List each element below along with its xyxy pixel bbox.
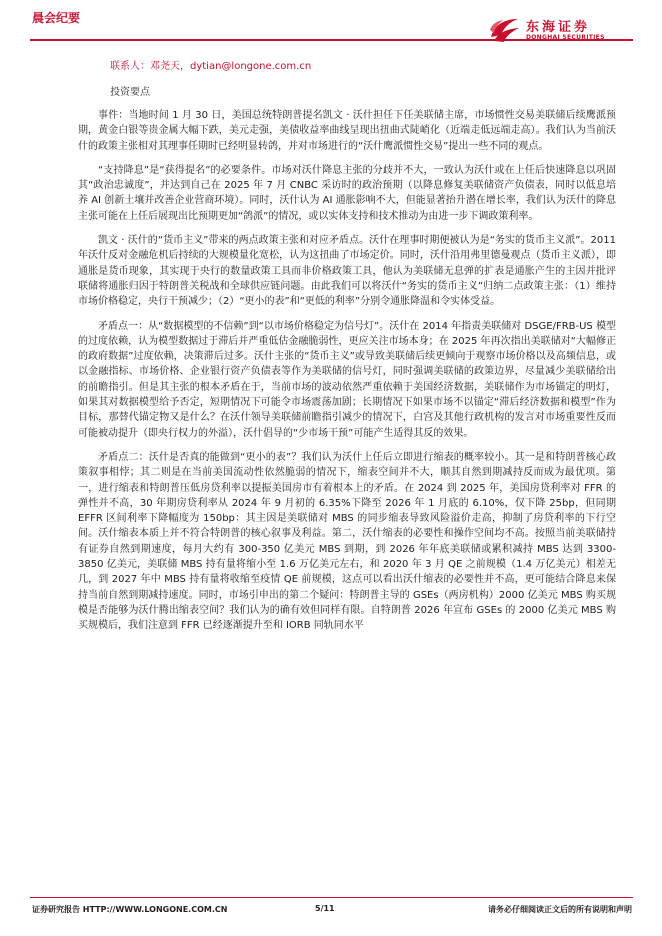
paragraph-monetarism: 凯文 · 沃什的“货币主义”带来的两点政策主张和对应矛盾点。沃什在理事时期便被认为是“务实的货币主义派”。2011 年沃什反对金融危机后持续的大规模量化宽松，认为这扭曲了市场定价。同时，沃什沿用弗里德曼观点（货币主义派），即通胀是货币现象，其实现于央行的数量政策工具而非价格政策工具，他认为美联储无息弹的扩表是通胀产生的主因并批评联储将通胀归因于特朗普关税战和全球供应链问题。由此我们可以将沃什“务实的货币主义”归纳二点政策主张：（1）维持市场价格稳定，央行干预减少；（2）“更小的表”和“更低的利率”分别令通胀降温和令实体受益。 xyxy=(78,235,616,308)
page-number: 5/11 xyxy=(315,904,335,913)
paragraph-rate-cut: “支持降息”是“获得提名”的必要条件。市场对沃什降息主张的分歧并不大，一致认为沃什或在上任后快速降息以巩固其“政治忠诚度”，并达到自己在 2025 年 7 月 CNBC 采访时的政治预期（以降息修复美联储资产负债表，同时以低息培养 AI 创新土壤并改善企业营商环境）。同时，沃什认为 AI 通胀影响不大，但能显著抬升潜在增长率，我们认为沃什的降息主张可能在上任后展现出比预期更加“鸽派”的情况，或以实体支持和技术推动为由进一步下调政策利率。 xyxy=(78,164,616,222)
contact-info: 联系人：邓尧天，dytian@longone.com.cn xyxy=(110,61,312,72)
paragraph-contradiction-one: 矛盾点一：从“数据模型的不信赖”到“以市场价格稳定为信号灯”。沃什在 2014 年指责美联储对 DSGE/FRB-US 模型的过度依赖，认为模型数据过于滞后并严重低估金融脆弱性，更应关注市场本身；在 2025 年再次指出美联储对“大幅修正的政府数据”过度依赖，决策滞后过多。沃什主张的“货币主义”或导致美联储后续更倾向于观察市场价格以及高频信息，或以金融指标、市场价格、企业银行资产负债表等作为美联储的信号灯，同时强调美联储的政策边界，尽量减少美联储给出的前瞻指引。但是其主张的根本矛盾在于，当前市场的波动依然严重依赖于美国经济数据，美联储作为市场锚定的明灯，如果其对数据模型给予否定，短期情况下可能令市场震荡加剧；长期情况下如果市场不以锚定“滞后经济数据和模型”作为目标，那替代锚定物又是什么？在沃什领导美联储前瞻指引减少的情况下，白宫及其他行政机构的发言对市场重要性反而可能被动提升（即央行权力的外溢），沃什倡导的“少市场干预”可能产生适得其反的效果。 xyxy=(78,320,616,439)
paragraph-event: 事件：当地时间 1 月 30 日，美国总统特朗普提名凯文 · 沃什担任下任美联储主席，市场惯性交易美联储后续鹰派预期，黄金白银等贵金属大幅下跌，美元走强，美债收益率曲线呈现出扭曲式陡峭化（近端走低远端走高）。我们认为当前沃什的政策主张相对其理事任期时已经明显转鸽，并对市场进行的“沃什鹰派惯性交易”提出一些不同的观点。 xyxy=(78,110,616,152)
logo-english-name: DONGHAI SECURITIES xyxy=(526,34,605,41)
footer-disclaimer: 请务必仔细阅读正文后的所有说明和声明 xyxy=(488,905,632,914)
paragraph-contradiction-two: 矛盾点二：沃什是否真的能做到“更小的表”？我们认为沃什上任后立即进行缩表的概率较小。其一是和特朗普核心政策叙事相悖；其二则是在当前美国流动性依然脆弱的情况下，缩表空间并不大，顺其自然到期减持反而成为最优项。第一，进行缩表和特朗普压低房贷利率以提振美国房市有着根本上的矛盾。在 2024 到 2025 年，美国房贷利率对 FFR 的弹性并不高，30 年期房贷利率从 2024 年 9 月初的 6.35%下降至 2026 年 1 月底的 6.10%，仅下降 25bp，但同期 EFFR 区间利率下降幅度为 150bp：其主因是美联储对 MBS 的同步缩表导致风险溢价走高，抑制了房贷利率的下行空间。沃什缩表本质上并不符合特朗普的核心叙事及利益。第二，沃什缩表的必要性和操作空间均不高。按照当前美联储持有证券自然到期速度，每月大约有 300-350 亿美元 MBS 到期，到 2026 年年底美联储或累积减持 MBS 达到 3300-3850 亿美元，美联储 MBS 持有量将缩小至 1.6 万亿美元左右，和 2020 年 3 月 QE 之前规模（1.4 万亿美元）相差无几，到 2027 年中 MBS 持有量将收缩至疫情 QE 前规模，这点可以看出沃什缩表的必要性并不高，更可能结合降息来保持当前自然到期减持速度。同时，市场引申出的第二个疑问：特朗普主导的 GSEs（两房机构）2000 亿美元 MBS 购买规模是否能够为沃什腾出缩表空间？我们认为的确有效但同样有限。自特朗普 2026 年宣布 GSEs 的 2000 亿美元 MBS 购买规模后，我们注意到 FFR 已经逐渐提升至和 IORB 同轨同水平 xyxy=(78,451,616,632)
footer-report-url: 证券研究报告 HTTP://WWW.LONGONE.COM.CN xyxy=(32,905,228,914)
report-type-title: 晨会纪要 xyxy=(32,11,81,25)
logo-chinese-name: 东海证券 xyxy=(526,20,591,35)
header-divider xyxy=(30,39,633,41)
main-content xyxy=(78,60,616,643)
footer-divider xyxy=(30,897,633,898)
section-title: 投资要点 xyxy=(110,87,150,98)
